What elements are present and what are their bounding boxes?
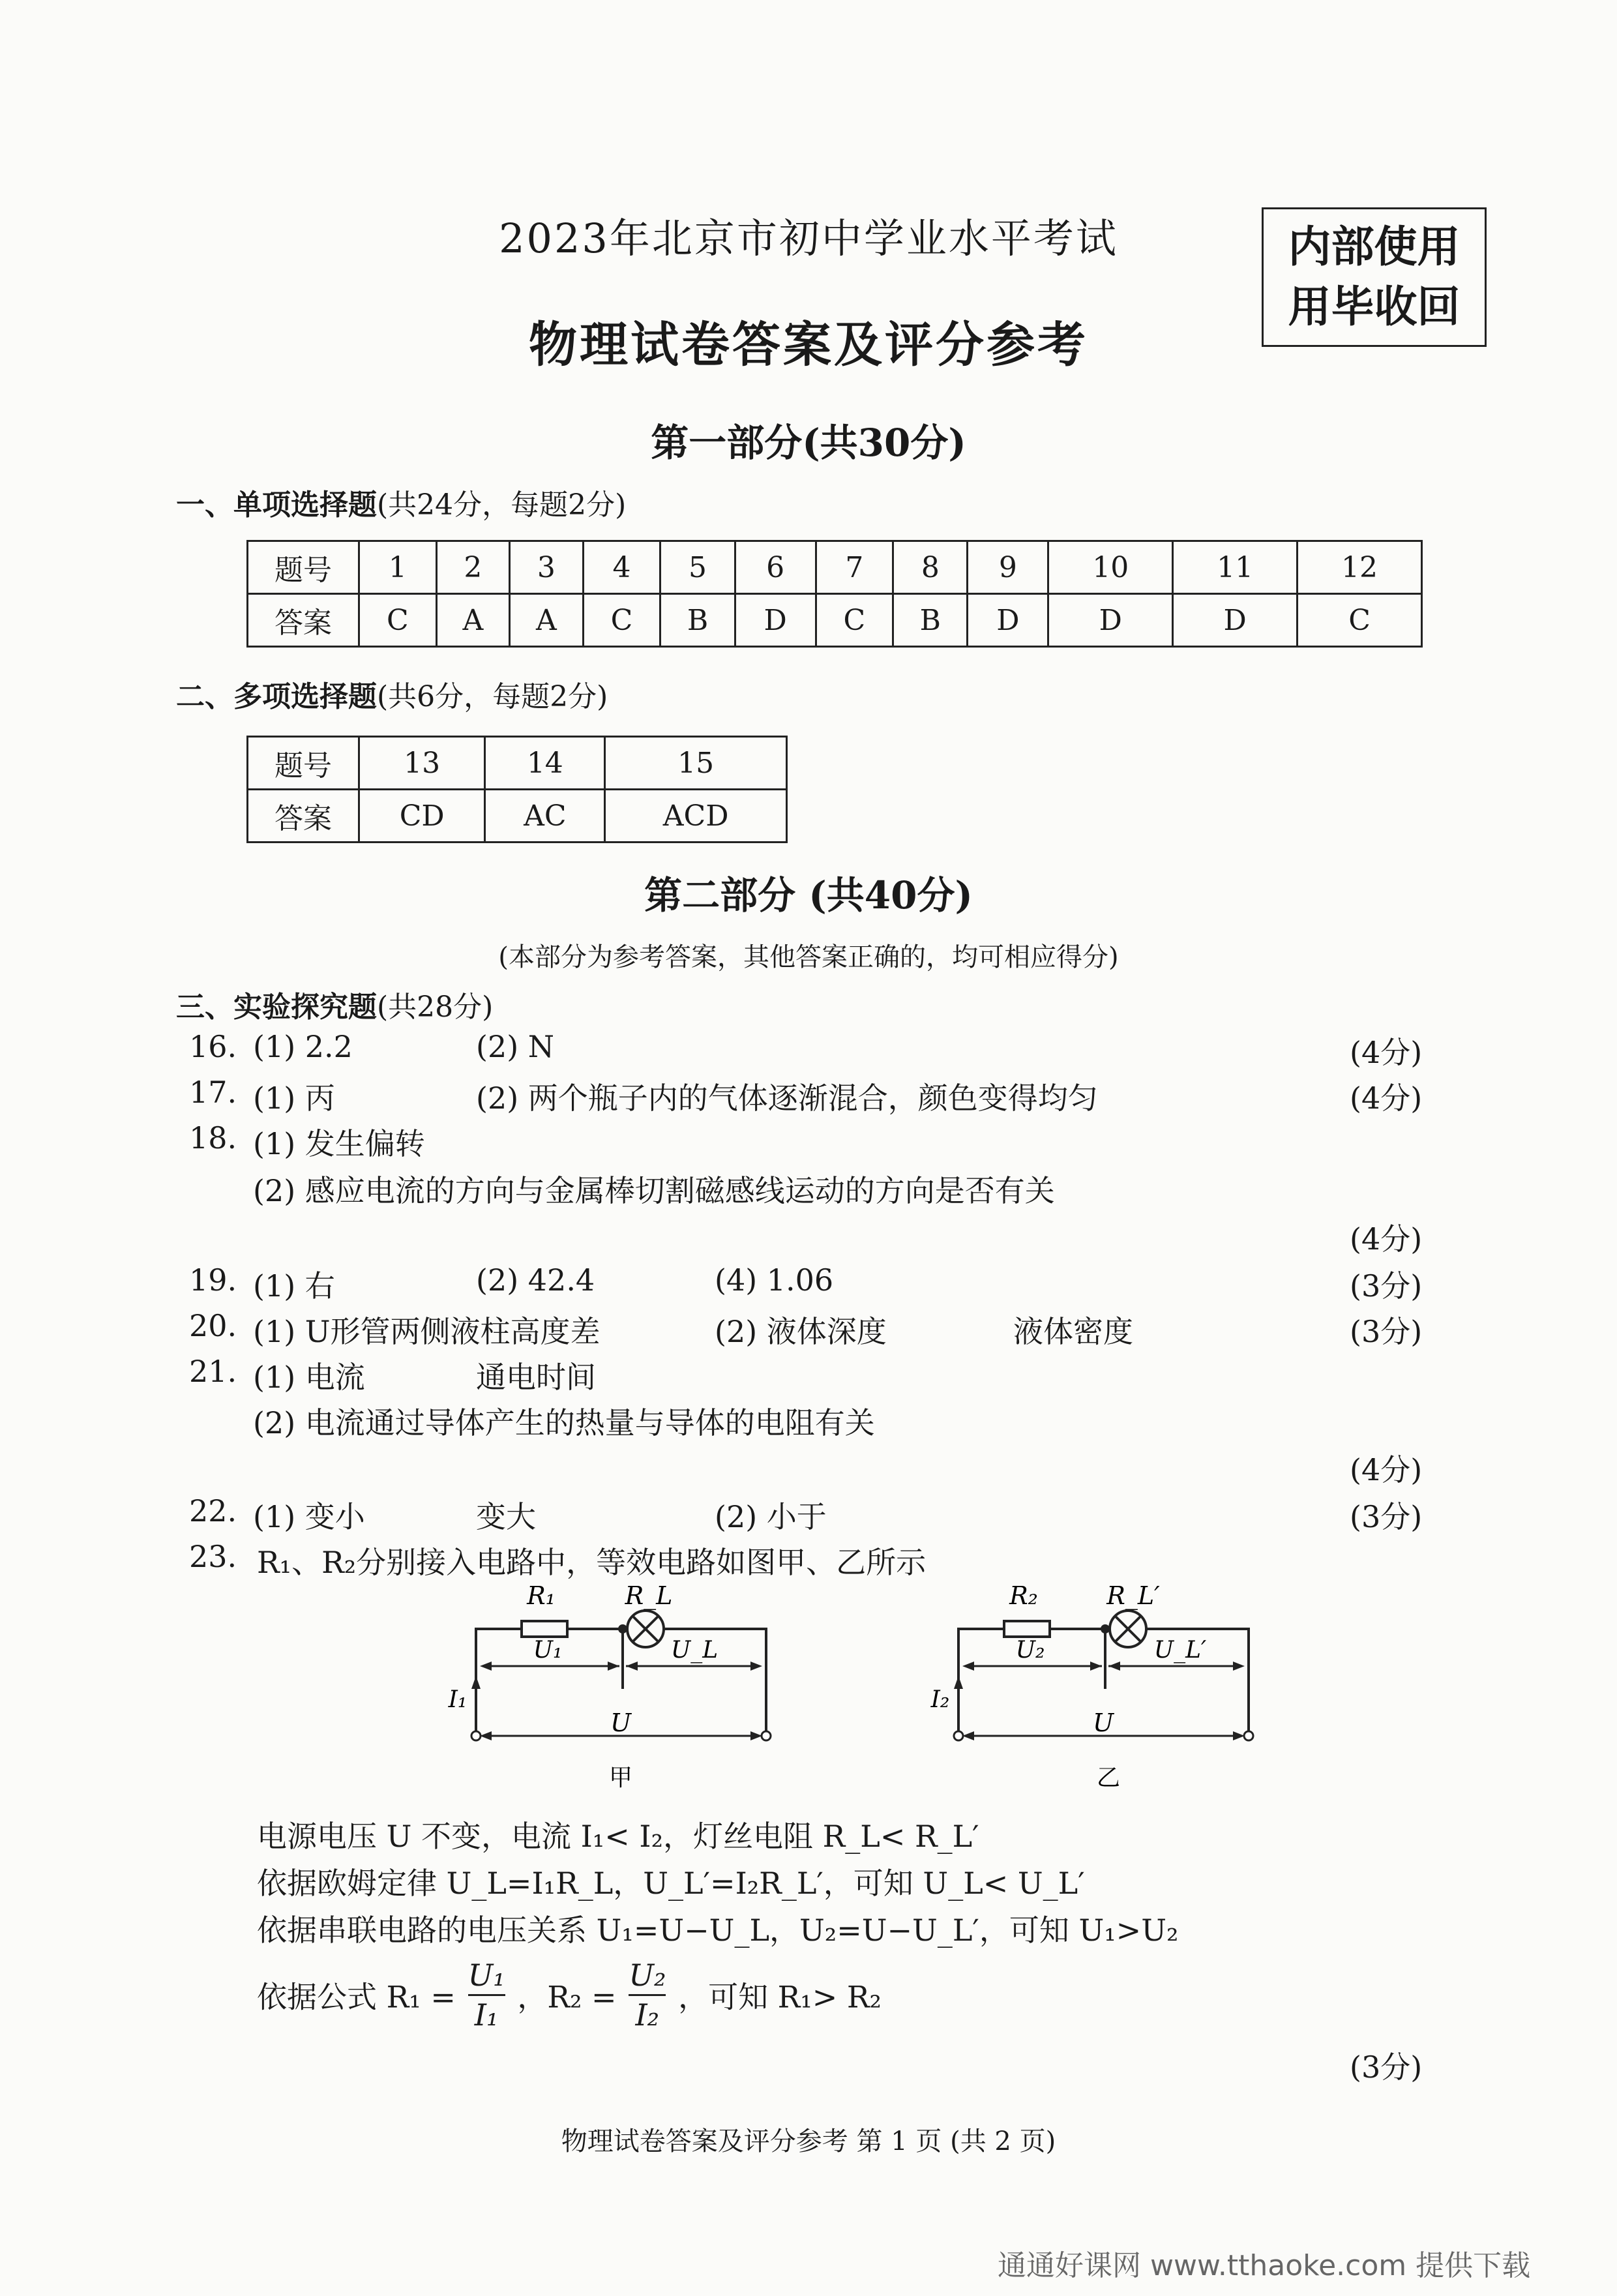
question-number: 8 [893, 541, 968, 594]
q23-number: 23. [189, 1539, 237, 1574]
row-label: 题号 [248, 737, 359, 790]
question-number: 1 [359, 541, 437, 594]
q20-part1: (1) U形管两侧液柱高度差 [253, 1314, 601, 1349]
section2-title: 二、多项选择题 [176, 680, 377, 713]
q20-part2: (2) 液体深度 [715, 1314, 887, 1349]
fraction-numerator: U₂ [629, 1956, 666, 1996]
question-number: 12 [1298, 541, 1422, 594]
site-watermark: 通通好课网 www.tthaoke.com 提供下载 [998, 2249, 1531, 2282]
section1-header [176, 481, 626, 523]
q20-part2b: 液体密度 [1013, 1314, 1133, 1349]
q22-score: (3分) [1350, 1499, 1423, 1534]
question-number: 7 [816, 541, 893, 594]
q18-part1: (1) 发生偏转 [253, 1126, 425, 1161]
q22-part2: (2) 小于 [715, 1499, 827, 1534]
formula-suffix: ，可知 R₁> R₂ [678, 1979, 882, 2015]
q21-number: 21. [189, 1354, 237, 1389]
single-choice-answer-table [246, 540, 1423, 648]
question-number: 11 [1173, 541, 1298, 594]
question-number: 9 [968, 541, 1048, 594]
answer-cell: CD [359, 790, 485, 842]
question-number: 2 [436, 541, 510, 594]
q17-part1: (1) 丙 [253, 1081, 335, 1116]
question-number: 3 [510, 541, 584, 594]
fraction-numerator: U₁ [468, 1956, 505, 1996]
answer-cell: ACD [605, 790, 787, 842]
fraction-denominator: I₁ [474, 1997, 499, 2033]
answer-cell: D [735, 594, 816, 647]
q21-part1b: 通电时间 [476, 1360, 596, 1395]
section1-note: (共24分，每题2分) [377, 488, 627, 522]
section3-header [176, 983, 493, 1025]
q23-line4 [257, 1956, 882, 2034]
row-label: 答案 [248, 594, 359, 647]
current-label: I₁ [448, 1686, 467, 1713]
internal-use-stamp [1262, 207, 1487, 347]
figure-caption: 甲 [608, 1765, 633, 1791]
q23-line1: 电源电压 U 不变，电流 I₁< I₂，灯丝电阻 R_L< R_L′ [257, 1819, 979, 1854]
stamp-line-1: 内部使用 [1288, 222, 1461, 272]
multi-choice-answer-table [246, 736, 788, 843]
q22-part1b: 变大 [476, 1499, 536, 1534]
answer-cell: D [1048, 594, 1173, 647]
q23-line3: 依据串联电路的电压关系 U₁=U−U_L，U₂=U−U_L′，可知 U₁>U₂ [257, 1913, 1179, 1948]
resistor-label: R₁ [527, 1581, 556, 1610]
q22-part1: (1) 变小 [253, 1499, 365, 1534]
lamp-voltage-label: U_L′ [1153, 1637, 1207, 1663]
section1-title: 一、单项选择题 [176, 488, 377, 522]
q17-number: 17. [189, 1075, 237, 1110]
q19-score: (3分) [1350, 1268, 1423, 1304]
q16-score: (4分) [1350, 1035, 1423, 1070]
q16-number: 16. [189, 1029, 237, 1064]
q17-score: (4分) [1350, 1081, 1423, 1116]
document-title: 物理试卷答案及评分参考 [529, 317, 1088, 373]
q21-part1: (1) 电流 [253, 1360, 365, 1395]
part2-heading: 第二部分 (共40分) [644, 873, 973, 917]
lamp-voltage-label: U_L [670, 1637, 719, 1663]
q18-score: (4分) [1350, 1221, 1423, 1257]
section3-note: (共28分) [377, 991, 494, 1024]
formula-fraction-1 [468, 1956, 505, 2034]
q22-number: 22. [189, 1493, 237, 1528]
part1-heading: 第一部分(共30分) [651, 421, 966, 465]
table-row [248, 541, 1422, 594]
q18-number: 18. [189, 1120, 237, 1155]
q23-intro: R₁、R₂分别接入电路中，等效电路如图甲、乙所示 [257, 1545, 927, 1580]
formula-middle: ，R₂ = [517, 1979, 617, 2015]
row-label: 答案 [248, 790, 359, 842]
page-footer: 物理试卷答案及评分参考 第 1 页 (共 2 页) [561, 2126, 1056, 2156]
current-label: I₂ [930, 1686, 950, 1713]
answer-cell: C [816, 594, 893, 647]
question-number: 10 [1048, 541, 1173, 594]
row-label: 题号 [248, 541, 359, 594]
answer-cell: D [1173, 594, 1298, 647]
q21-score: (4分) [1350, 1452, 1423, 1487]
total-voltage-label: U [1092, 1708, 1114, 1737]
figure-caption: 乙 [1096, 1765, 1121, 1791]
table-row [248, 790, 787, 842]
exam-title: 2023年北京市初中学业水平考试 [499, 215, 1118, 262]
q19-part1: (1) 右 [253, 1268, 335, 1304]
formula-prefix: 依据公式 R₁ = [257, 1979, 456, 2015]
voltage-label: U₁ [533, 1637, 563, 1663]
total-voltage-label: U [610, 1708, 632, 1737]
voltage-label: U₂ [1015, 1637, 1045, 1663]
answer-cell: B [893, 594, 968, 647]
q21-part2: (2) 电流通过导体产生的热量与导体的电阻有关 [253, 1405, 875, 1440]
answer-cell: D [968, 594, 1048, 647]
question-number: 14 [485, 737, 605, 790]
q23-score: (3分) [1350, 2050, 1423, 2085]
question-number: 15 [605, 737, 787, 790]
answer-cell: C [1298, 594, 1422, 647]
question-number: 4 [583, 541, 660, 594]
stamp-line-2: 用毕收回 [1288, 282, 1461, 332]
q19-number: 19. [189, 1262, 237, 1298]
circuit-diagram-yi [926, 1578, 1278, 1793]
answer-cell: B [660, 594, 735, 647]
circuit-diagram-jia [443, 1578, 795, 1793]
part2-note: (本部分为参考答案，其他答案正确的，均可相应得分) [498, 942, 1119, 972]
section3-title: 三、实验探究题 [176, 991, 377, 1024]
q20-score: (3分) [1350, 1314, 1423, 1349]
question-number: 5 [660, 541, 735, 594]
q16-part2: (2) N [476, 1029, 555, 1064]
formula-fraction-2 [629, 1956, 666, 2034]
section2-header [176, 673, 608, 715]
q20-number: 20. [189, 1308, 237, 1343]
q19-part2: (2) 42.4 [476, 1262, 595, 1298]
fraction-denominator: I₂ [635, 1997, 660, 2033]
q19-part4: (4) 1.06 [715, 1262, 834, 1298]
table-row [248, 594, 1422, 647]
answer-cell: C [359, 594, 437, 647]
q17-part2: (2) 两个瓶子内的气体逐渐混合，颜色变得均匀 [476, 1081, 1098, 1116]
table-row [248, 737, 787, 790]
lamp-label: R_L [625, 1581, 673, 1610]
answer-cell: AC [485, 790, 605, 842]
q18-part2: (2) 感应电流的方向与金属棒切割磁感线运动的方向是否有关 [253, 1173, 1055, 1208]
lamp-label: R_L′ [1106, 1581, 1160, 1610]
answer-cell: A [510, 594, 584, 647]
answer-cell: A [436, 594, 510, 647]
resistor-label: R₂ [1009, 1581, 1038, 1610]
question-number: 6 [735, 541, 816, 594]
q23-line2: 依据欧姆定律 U_L=I₁R_L，U_L′=I₂R_L′，可知 U_L< U_L′ [257, 1866, 1085, 1901]
answer-cell: C [583, 594, 660, 647]
question-number: 13 [359, 737, 485, 790]
q16-part1: (1) 2.2 [253, 1029, 353, 1064]
section2-note: (共6分，每题2分) [377, 680, 608, 713]
